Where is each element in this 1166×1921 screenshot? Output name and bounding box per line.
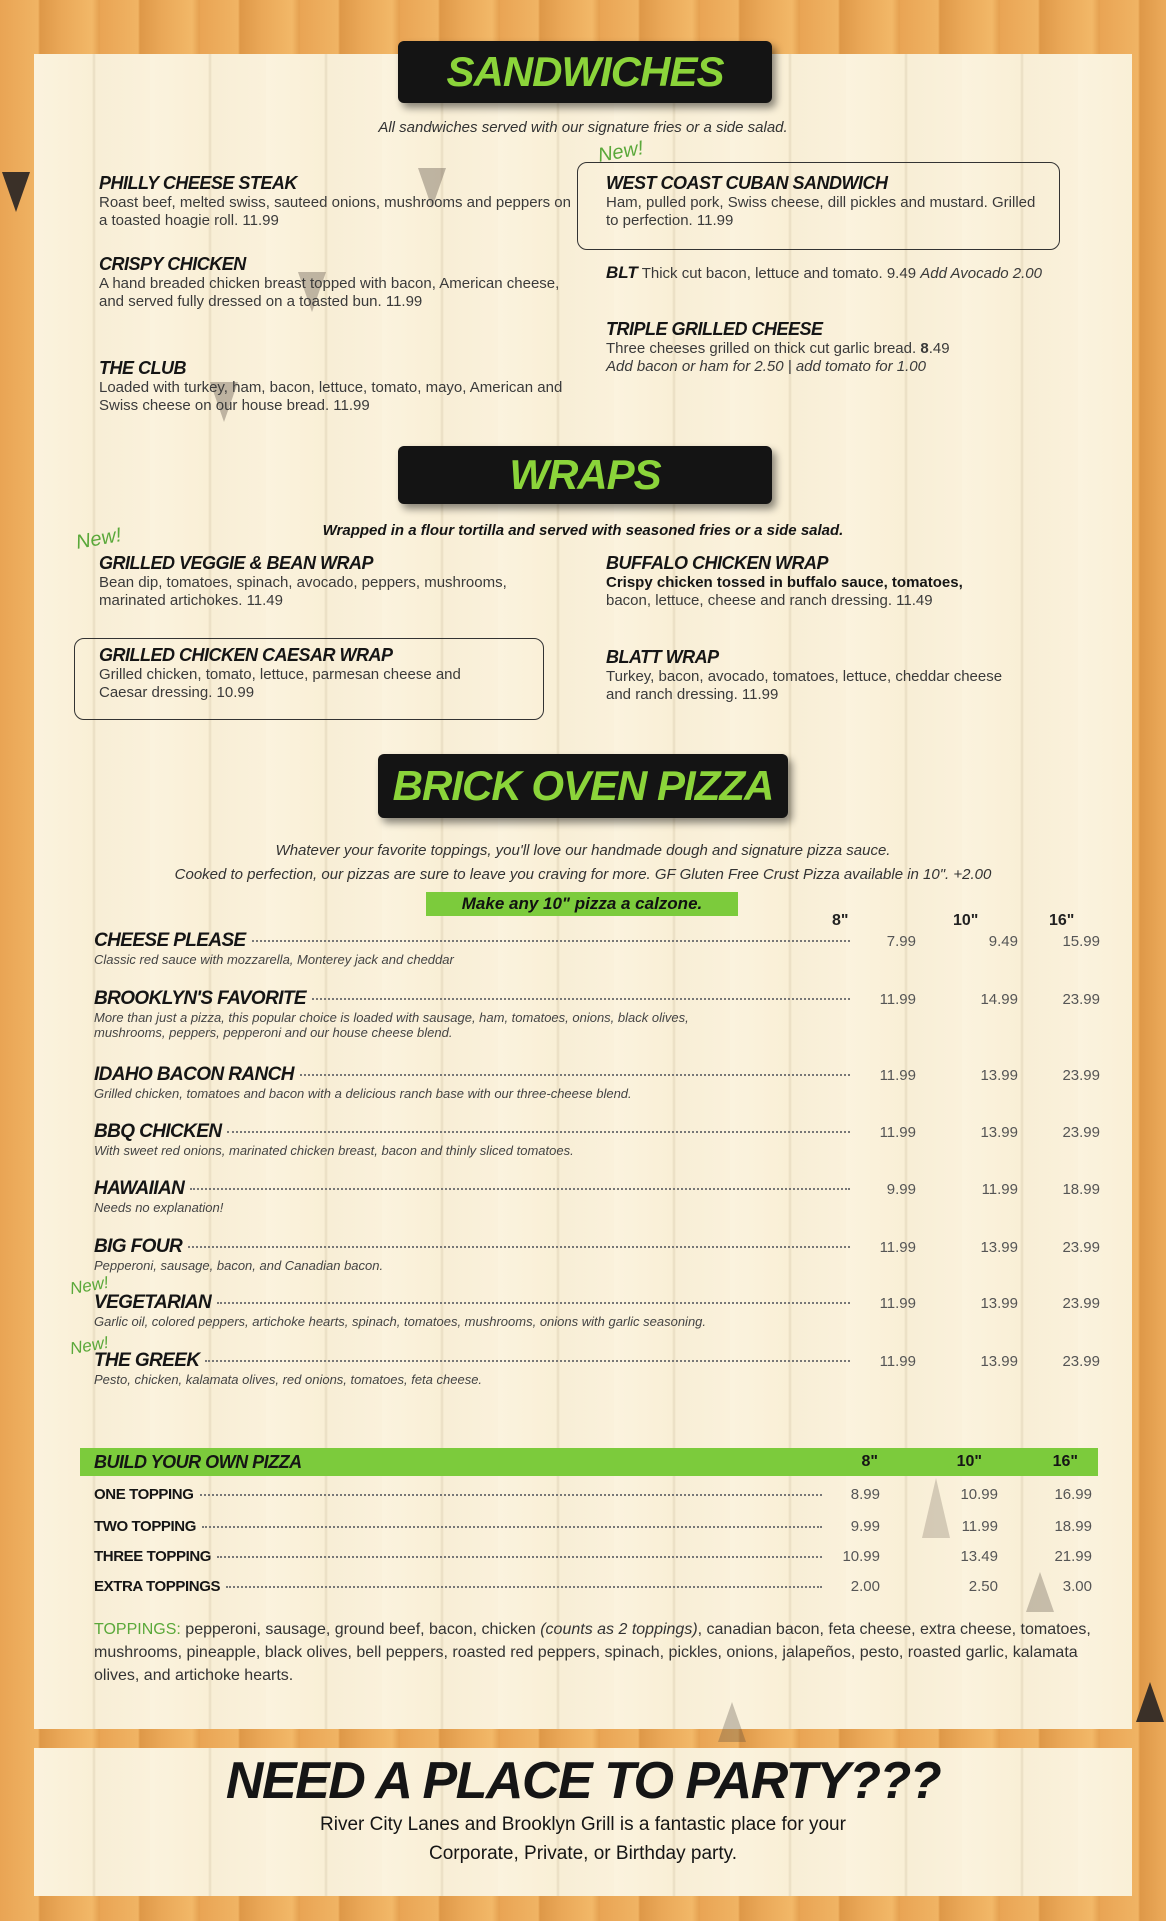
price-10: 9.49 — [988, 933, 1018, 950]
sandwich-philly — [99, 172, 579, 230]
pizza-name: THE GREEK — [94, 1350, 200, 1371]
byo-row-extra — [94, 1578, 1092, 1595]
toppings-list — [94, 1618, 1094, 1687]
sandwich-triple-grilled — [606, 318, 1076, 376]
item-desc: Loaded with turkey, ham, bacon, lettuce, tomato, mayo, American and Swiss cheese on our house bread. 11.99 — [99, 379, 563, 414]
price-8: 8.99 — [850, 1486, 880, 1503]
item-desc: Roast beef, melted swiss, sauteed onions, mushrooms and peppers on a toasted hoagie roll. 11.99 — [99, 194, 571, 229]
item-extra: Add Avocado 2.00 — [920, 265, 1042, 282]
pizza-row-bbq — [94, 1121, 1100, 1158]
item-name: THE CLUB — [99, 358, 186, 378]
item-desc-bold: Crispy chicken tossed in buffalo sauce, tomatoes, — [606, 574, 963, 591]
price-16: 18.99 — [1062, 1181, 1100, 1198]
price-16: 23.99 — [1062, 1353, 1100, 1370]
toppings-text: , canadian bacon, feta cheese, extra cheese, tomatoes, mushrooms, pineapple, black olives, bell peppers, roasted red peppers, spinach, pickles, onions, jalapeños, pesto, roasted garlic, kalamata olives, and artichoke hearts. — [94, 1621, 1091, 1684]
byo-row-one — [94, 1486, 1092, 1503]
party-title: NEED A PLACE TO PARTY??? — [225, 1752, 941, 1810]
new-tag: New! — [68, 1332, 111, 1359]
price-16: 23.99 — [1062, 1239, 1100, 1256]
pizza-desc: More than just a pizza, this popular choice is loaded with sausage, ham, tomatoes, onions, black olives, mushrooms, peppers, pepperoni and our house cheese blend. — [94, 1010, 689, 1040]
price-8: 9.99 — [850, 1518, 880, 1535]
item-desc: Three cheeses grilled on thick cut garlic bread. — [606, 340, 917, 357]
pizza-desc: Grilled chicken, tomatoes and bacon with a delicious ranch base with our three-cheese blend. — [94, 1086, 632, 1101]
item-name: GRILLED CHICKEN CAESAR WRAP — [99, 645, 393, 665]
price-10: 11.99 — [961, 1518, 998, 1535]
item-desc: Ham, pulled pork, Swiss cheese, dill pickles and mustard. Grilled to perfection. 11.99 — [606, 194, 1036, 229]
price-8: 11.99 — [879, 1067, 916, 1084]
byo-name: THREE TOPPING — [94, 1548, 212, 1565]
decorative-arrow-icon — [1136, 1682, 1164, 1722]
price-8: 10.99 — [842, 1548, 880, 1565]
pizza-name: BIG FOUR — [94, 1236, 183, 1257]
pizza-subtitle-2: Cooked to perfection, our pizzas are sure to leave you craving for more. GF Gluten Free Crust Pizza available in 10". +2.00 — [174, 866, 992, 883]
item-extra: Add bacon or ham for 2.50 | add tomato for 1.00 — [606, 358, 926, 375]
pizza-row-big-four — [94, 1236, 1100, 1273]
price-10: 13.99 — [980, 1067, 1018, 1084]
sandwich-club — [99, 357, 583, 415]
pizza-row-vegetarian — [94, 1292, 1100, 1329]
price-8: 9.99 — [886, 1181, 916, 1198]
price-16: 23.99 — [1062, 1124, 1100, 1141]
pizza-row-cheese — [94, 930, 1100, 967]
pizza-name: VEGETARIAN — [94, 1292, 212, 1313]
price-10: 13.99 — [980, 1353, 1018, 1370]
byo-size-10: 10" — [956, 1453, 982, 1470]
pizza-row-greek — [94, 1350, 1100, 1387]
sandwiches-subtitle: All sandwiches served with our signature fries or a side salad. — [378, 119, 788, 136]
sandwich-cuban — [606, 172, 1046, 230]
wraps-subtitle: Wrapped in a flour tortilla and served with seasoned fries or a side salad. — [322, 522, 844, 539]
toppings-note: (counts as 2 toppings) — [540, 1621, 698, 1638]
sandwiches-banner: SANDWICHES — [398, 41, 772, 103]
pizza-row-hawaiian — [94, 1178, 1100, 1215]
price-8: 11.99 — [879, 1353, 916, 1370]
item-name: WEST COAST CUBAN SANDWICH — [606, 173, 888, 193]
price-8: 11.99 — [879, 1295, 916, 1312]
new-tag: New! — [68, 1272, 111, 1299]
price-16: 16.99 — [1054, 1486, 1092, 1503]
decorative-arrow-icon — [2, 172, 30, 212]
byo-name: TWO TOPPING — [94, 1518, 196, 1535]
byo-header-bar — [80, 1448, 1098, 1476]
item-name: BLATT WRAP — [606, 647, 719, 667]
pizza-row-idaho — [94, 1064, 1100, 1101]
party-section — [34, 1752, 1132, 1868]
price-16: 18.99 — [1054, 1518, 1092, 1535]
pizza-name: CHEESE PLEASE — [94, 930, 246, 951]
wrap-veggie — [99, 552, 559, 610]
price-8: 11.99 — [879, 1239, 916, 1256]
pizza-name: BROOKLYN'S FAVORITE — [94, 988, 306, 1009]
byo-row-two — [94, 1518, 1092, 1535]
price-10: 14.99 — [980, 991, 1018, 1008]
new-tag: New! — [596, 137, 646, 167]
item-price: .49 — [928, 340, 950, 357]
item-desc: Bean dip, tomatoes, spinach, avocado, peppers, mushrooms, marinated artichokes. 11.49 — [99, 574, 507, 609]
price-10: 13.99 — [980, 1239, 1018, 1256]
item-name: BLT — [606, 263, 638, 282]
size-8-header: 8" — [832, 912, 849, 929]
toppings-text: pepperoni, sausage, ground beef, bacon, chicken — [180, 1621, 541, 1638]
toppings-label: TOPPINGS: — [94, 1621, 181, 1638]
price-8: 2.00 — [850, 1578, 880, 1595]
price-10: 13.99 — [980, 1124, 1018, 1141]
item-name: PHILLY CHEESE STEAK — [99, 173, 297, 193]
price-10: 10.99 — [960, 1486, 998, 1503]
price-10: 2.50 — [968, 1578, 998, 1595]
sandwich-blt — [606, 264, 1066, 283]
pizza-desc: Garlic oil, colored peppers, artichoke hearts, spinach, tomatoes, mushrooms, onions with garlic seasoning. — [94, 1314, 707, 1329]
pizza-desc: Pesto, chicken, kalamata olives, red onions, tomatoes, feta cheese. — [94, 1372, 483, 1387]
byo-row-three — [94, 1548, 1092, 1565]
price-16: 23.99 — [1062, 991, 1100, 1008]
wrap-buffalo — [606, 552, 1066, 610]
item-desc: A hand breaded chicken breast topped with bacon, American cheese, and served fully dressed on a toasted bun. 11.99 — [99, 275, 560, 310]
pizza-name: BBQ CHICKEN — [94, 1121, 222, 1142]
party-line-2: Corporate, Private, or Birthday party. — [429, 1843, 737, 1864]
byo-name: EXTRA TOPPINGS — [94, 1578, 221, 1595]
pizza-desc: Needs no explanation! — [94, 1200, 224, 1215]
wraps-banner: WRAPS — [398, 446, 772, 504]
wrap-caesar — [99, 644, 499, 702]
item-desc: bacon, lettuce, cheese and ranch dressing. 11.49 — [606, 592, 933, 609]
pizza-row-brooklyn — [94, 988, 1100, 1040]
item-name: GRILLED VEGGIE & BEAN WRAP — [99, 553, 374, 573]
wrap-blatt — [606, 646, 1006, 704]
item-name: TRIPLE GRILLED CHEESE — [606, 319, 823, 339]
price-8: 7.99 — [886, 933, 916, 950]
price-16: 15.99 — [1062, 933, 1100, 950]
price-10: 13.49 — [960, 1548, 998, 1565]
item-desc: Thick cut bacon, lettuce and tomato. 9.49 — [641, 265, 917, 282]
price-8: 11.99 — [879, 1124, 916, 1141]
price-16: 23.99 — [1062, 1295, 1100, 1312]
price-16: 23.99 — [1062, 1067, 1100, 1084]
calzone-note: Make any 10" pizza a calzone. — [426, 892, 738, 916]
byo-size-16: 16" — [1052, 1453, 1078, 1470]
byo-size-8: 8" — [861, 1453, 878, 1470]
price-16: 21.99 — [1054, 1548, 1092, 1565]
byo-name: ONE TOPPING — [94, 1486, 194, 1503]
price-10: 13.99 — [980, 1295, 1018, 1312]
price-10: 11.99 — [981, 1181, 1018, 1198]
price-16: 3.00 — [1062, 1578, 1092, 1595]
pizza-desc: With sweet red onions, marinated chicken breast, bacon and thinly sliced tomatoes. — [94, 1143, 574, 1158]
decorative-arrow-icon — [718, 1702, 746, 1742]
item-name: CRISPY CHICKEN — [99, 254, 246, 274]
item-name: BUFFALO CHICKEN WRAP — [606, 553, 828, 573]
sandwich-crispy-chicken — [99, 253, 583, 311]
pizza-desc: Pepperoni, sausage, bacon, and Canadian bacon. — [94, 1258, 384, 1273]
byo-title: BUILD YOUR OWN PIZZA — [94, 1451, 302, 1472]
pizza-name: HAWAIIAN — [94, 1178, 185, 1199]
pizza-subtitle-1: Whatever your favorite toppings, you'll love our handmade dough and signature pizza sauce. — [275, 842, 891, 859]
item-price-bold: 8 — [920, 340, 929, 357]
pizza-banner: BRICK OVEN PIZZA — [378, 754, 788, 818]
size-10-header: 10" — [953, 912, 979, 929]
item-desc: Turkey, bacon, avocado, tomatoes, lettuce, cheddar cheese and ranch dressing. 11.99 — [606, 668, 1003, 703]
item-desc: Grilled chicken, tomato, lettuce, parmesan cheese and Caesar dressing. 10.99 — [99, 666, 461, 701]
price-8: 11.99 — [879, 991, 916, 1008]
pizza-desc: Classic red sauce with mozzarella, Monterey jack and cheddar — [94, 952, 454, 967]
pizza-name: IDAHO BACON RANCH — [94, 1064, 294, 1085]
party-line-1: River City Lanes and Brooklyn Grill is a fantastic place for your — [320, 1814, 846, 1835]
size-16-header: 16" — [1049, 912, 1075, 929]
new-tag: New! — [74, 524, 124, 554]
